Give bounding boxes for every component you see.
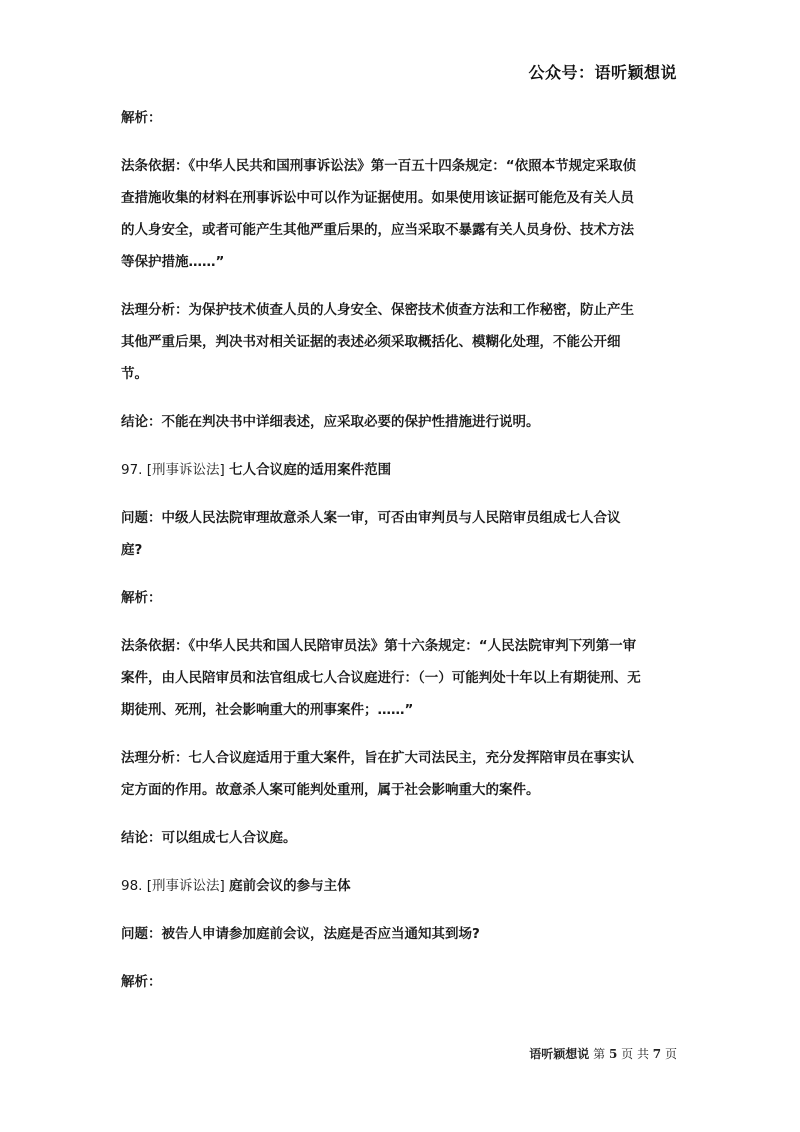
page-header: 公众号：语听颖想说: [528, 63, 677, 82]
analysis-heading: 解析：: [121, 590, 162, 606]
footer-page-number: 5: [608, 1047, 618, 1061]
conclusion-paragraph: 结论：不能在判决书中详细表述，应采取必要的保护性措施进行说明。: [121, 414, 540, 430]
legal-analysis-paragraph: 法理分析：为保护技术侦查人员的人身安全、保密技术侦查方法和工作秘密，防止产生其他严重后果，判决书对相关证据的表述必须采取概括化、模糊化处理，不能公开细节。: [121, 302, 634, 382]
footer-total-pages: 7: [652, 1047, 662, 1061]
legal-basis-paragraph: 法条依据：《中华人民共和国刑事诉讼法》第一百五十四条规定：“依照本节规定采取侦查措施收集的材料在刑事诉讼中可以作为证据使用。如果使用该证据可能危及有关人员的人身安全，或者可能产生其他严重后果的，应当采取不暴露有关人员身份、技术方法等保护措施……”: [121, 158, 637, 270]
legal-basis-paragraph: 法条依据：《中华人民共和国人民陪审员法》第十六条规定：“人民法院审判下列第一审案件，由人民陪审员和法官组成七人合议庭进行：（一）可能判处十年以上有期徒刑、无期徒刑、死刑，社会影响重大的刑事案件；……”: [121, 638, 641, 718]
page-footer: [529, 1045, 677, 1062]
analysis-heading: 解析：: [121, 110, 162, 126]
question-paragraph: 问题：被告人申请参加庭前会议，法庭是否应当通知其到场?: [121, 926, 480, 942]
question-paragraph: 问题：中级人民法院审理故意杀人案一审，可否由审判员与人民陪审员组成七人合议庭?: [121, 510, 621, 558]
conclusion-paragraph: 结论：可以组成七人合议庭。: [121, 830, 297, 846]
document-body: [121, 102, 641, 1014]
question-topic: 庭前会议的参与主体: [229, 878, 351, 894]
legal-analysis-paragraph: 法理分析：七人合议庭适用于重大案件，旨在扩大司法民主，充分发挥陪审员在事实认定方面的作用。故意杀人案可能判处重刑，属于社会影响重大的案件。: [121, 750, 634, 798]
footer-suffix: 页: [664, 1047, 677, 1061]
question-number: 97. [刑事诉讼法]: [121, 462, 225, 478]
footer-mid: 页 共: [621, 1047, 649, 1061]
footer-brand: 语听颖想说: [529, 1047, 590, 1061]
question-number: 98. [刑事诉讼法]: [121, 878, 225, 894]
analysis-heading: 解析：: [121, 974, 162, 990]
question-topic: 七人合议庭的适用案件范围: [229, 462, 392, 478]
question-title-97: [121, 454, 641, 486]
question-title-98: [121, 870, 641, 902]
footer-prefix: 第: [593, 1047, 606, 1061]
